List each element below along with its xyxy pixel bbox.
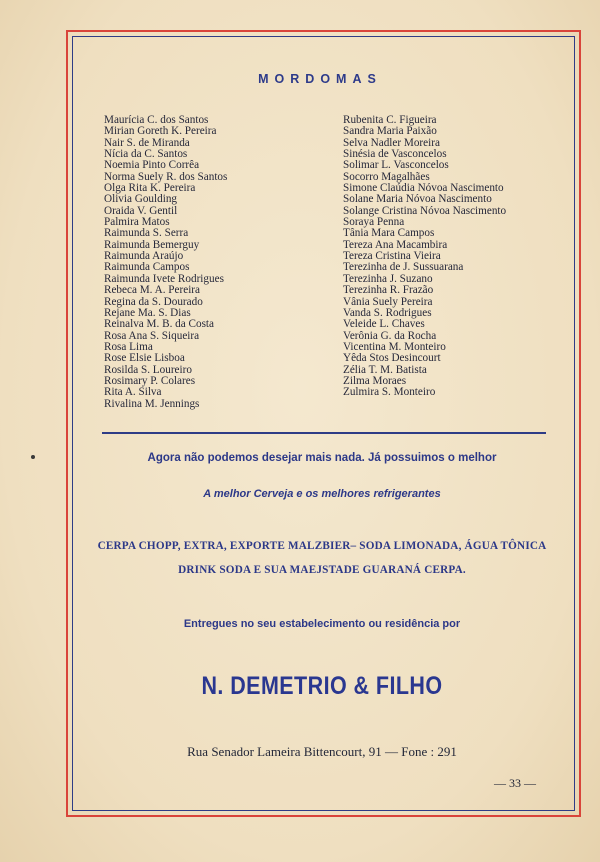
ad-headline: Agora não podemos desejar mais nada. Já possuimos o melhor xyxy=(147,452,497,464)
name-entry: Tereza Cristina Vieira xyxy=(343,250,441,263)
ink-spot xyxy=(31,455,35,459)
name-entry: Tereza Ana Macambira xyxy=(343,238,448,251)
name-entry: Regina da S. Dourado xyxy=(104,295,203,308)
name-entry: Rosa Lima xyxy=(104,340,153,353)
name-entry: Oraida V. Gentil xyxy=(104,204,178,217)
name-entry: Soraya Penna xyxy=(343,216,405,229)
name-entry: Zélia T. M. Batista xyxy=(343,363,427,376)
names-list-right xyxy=(343,115,506,399)
name-entry: Solange Cristina Nóvoa Nascimento xyxy=(343,204,507,217)
name-entry: Rubenita C. Figueira xyxy=(343,114,437,126)
name-entry: Terezinha de J. Sussuarana xyxy=(343,261,464,274)
name-entry: Olga Rita K. Pereira xyxy=(104,182,196,195)
name-entry: Vanda S. Rodrigues xyxy=(343,306,432,319)
name-entry: Raimunda Araújo xyxy=(104,250,184,263)
name-entry: Solimar L. Vasconcelos xyxy=(343,159,449,172)
name-entry: Vânia Suely Pereira xyxy=(343,295,433,308)
company-address: Rua Senador Lameira Bittencourt, 91 — Fone : 291 xyxy=(187,744,457,759)
name-entry: Mirian Goreth K. Pereira xyxy=(104,125,217,138)
name-entry: Palmira Matos xyxy=(104,216,170,229)
page-number: — 33 — xyxy=(494,776,536,790)
name-entry: Zilma Moraes xyxy=(343,374,407,387)
ad-delivery-text: Entregues no seu estabelecimento ou residência por xyxy=(183,618,461,630)
name-entry: Terezinha J. Suzano xyxy=(343,272,433,285)
name-entry: Rivalina M. Jennings xyxy=(104,397,200,410)
name-entry: Verônia G. da Rocha xyxy=(343,329,437,342)
name-entry: Rita A. Silva xyxy=(104,386,162,399)
section-title: MORDOMAS xyxy=(258,72,382,86)
names-list-left xyxy=(104,115,227,410)
name-entry: Olivia Goulding xyxy=(104,193,178,206)
name-entry: Veleide L. Chaves xyxy=(343,318,425,331)
name-entry: Rebeca M. A. Pereira xyxy=(104,284,200,297)
name-entry: Socorro Magalhães xyxy=(343,170,430,183)
name-entry: Terezinha R. Frazão xyxy=(343,284,434,297)
name-entry: Vicentina M. Monteiro xyxy=(343,340,446,353)
name-entry: Tânia Mara Campos xyxy=(343,227,435,240)
company-name: N. DEMETRIO & FILHO xyxy=(201,672,443,700)
name-entry: Simone Claúdia Nóvoa Nascimento xyxy=(343,182,504,195)
name-entry: Yêda Stos Desincourt xyxy=(343,352,441,365)
name-entry: Norma Suely R. dos Santos xyxy=(104,170,228,183)
name-entry: Rosilda S. Loureiro xyxy=(104,363,192,376)
name-entry: Rejane Ma. S. Dias xyxy=(104,306,191,319)
ad-subheadline: A melhor Cerveja e os melhores refrigerantes xyxy=(203,488,441,500)
divider-rule xyxy=(102,432,546,434)
name-entry: Rosa Ana S. Siqueira xyxy=(104,329,200,342)
ad-products-line-1: CERPA CHOPP, EXTRA, EXPORTE MALZBIER– SODA LIMONADA, ÁGUA TÔNICA xyxy=(97,540,547,552)
name-entry: Solane Maria Nóvoa Nascimento xyxy=(343,193,492,206)
name-entry: Sandra Maria Paixão xyxy=(343,125,437,138)
ad-products-line-2: DRINK SODA E SUA MAEJSTADE GUARANÁ CERPA. xyxy=(178,564,466,576)
name-entry: Maurícia C. dos Santos xyxy=(104,114,209,126)
name-entry: Reinalva M. B. da Costa xyxy=(104,318,214,331)
name-entry: Zulmira S. Monteiro xyxy=(343,386,436,399)
name-entry: Selva Nadler Moreira xyxy=(343,136,440,149)
name-entry: Nícia da C. Santos xyxy=(104,148,188,161)
name-entry: Rosimary P. Colares xyxy=(104,374,196,387)
name-entry: Raimunda S. Serra xyxy=(104,227,189,240)
name-entry: Raimunda Bemerguy xyxy=(104,238,200,251)
name-entry: Rose Elsie Lisboa xyxy=(104,352,185,365)
name-entry: Raimunda Ivete Rodrigues xyxy=(104,272,224,285)
name-entry: Nair S. de Miranda xyxy=(104,136,190,149)
name-entry: Noemia Pinto Corrêa xyxy=(104,159,200,172)
name-entry: Sinésia de Vasconcelos xyxy=(343,148,447,161)
name-entry: Raimunda Campos xyxy=(104,261,190,274)
